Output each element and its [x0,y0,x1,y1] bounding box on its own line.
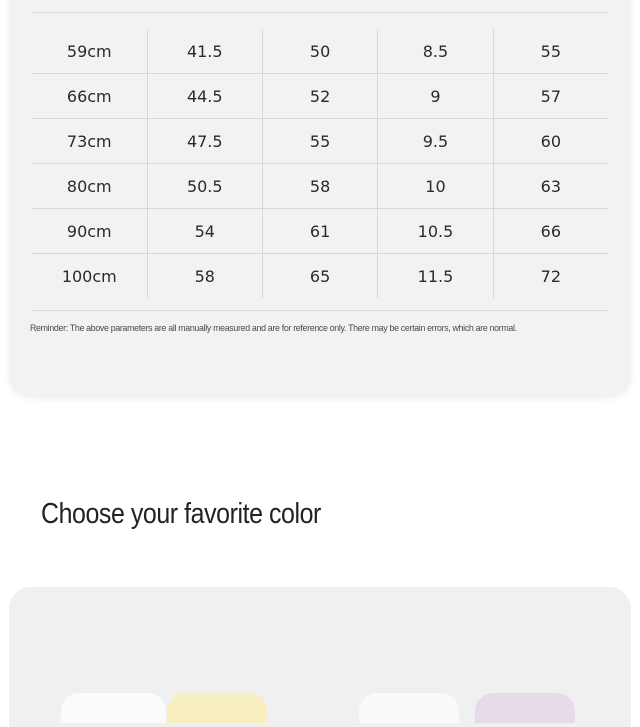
table-row [32,119,608,164]
white-shirt-option[interactable] [359,693,459,723]
table-row [32,74,608,119]
table-cell: 10.5 [378,209,493,254]
table-cell: 60 [493,119,608,164]
lavender-shirt-option[interactable] [475,693,575,723]
table-cell: 10 [378,164,493,209]
table-row [32,29,608,74]
table-top-divider [32,12,608,13]
table-cell-size: 80cm [32,164,147,209]
table-cell: 55 [262,119,377,164]
yellow-shirt-option[interactable] [167,693,267,723]
table-cell: 50 [262,29,377,74]
measurement-reminder: Reminder: The above parameters are all manually measured and are for reference only. There may be certain errors, which are normal. [30,323,517,334]
table-cell: 8.5 [378,29,493,74]
table-cell: 41.5 [147,29,262,74]
table-cell: 72 [540,266,561,286]
table-cell-size: 90cm [32,209,147,254]
table-cell: 66 [493,209,608,254]
table-cell-size: 66cm [32,74,147,119]
table-cell: 9 [378,74,493,119]
table-cell-size: 59cm [32,29,147,74]
table-cell-size: 100cm [32,254,147,299]
color-options-card [9,587,631,727]
table-cell: 61 [262,209,377,254]
table-cell: 65 [262,254,377,299]
table-cell: 9.5 [378,119,493,164]
table-cell: 11.5 [378,254,493,299]
size-chart-table [32,29,608,298]
table-bottom-divider [32,310,608,311]
table-cell: 58 [147,254,262,299]
table-cell: 44.5 [147,74,262,119]
table-cell: 54 [147,209,262,254]
table-cell: 50.5 [147,164,262,209]
white-shirt-option[interactable] [61,693,166,723]
color-section-title: Choose your favorite color [41,498,321,530]
table-cell-size: 73cm [32,119,147,164]
table-cell: 58 [262,164,377,209]
table-cell: 47.5 [147,119,262,164]
table-cell: 57 [493,74,608,119]
table-row [32,209,608,254]
table-cell: 55 [493,29,608,74]
table-cell: 52 [262,74,377,119]
table-cell: 63 [493,164,608,209]
table-row [32,164,608,209]
table-row [32,254,608,299]
